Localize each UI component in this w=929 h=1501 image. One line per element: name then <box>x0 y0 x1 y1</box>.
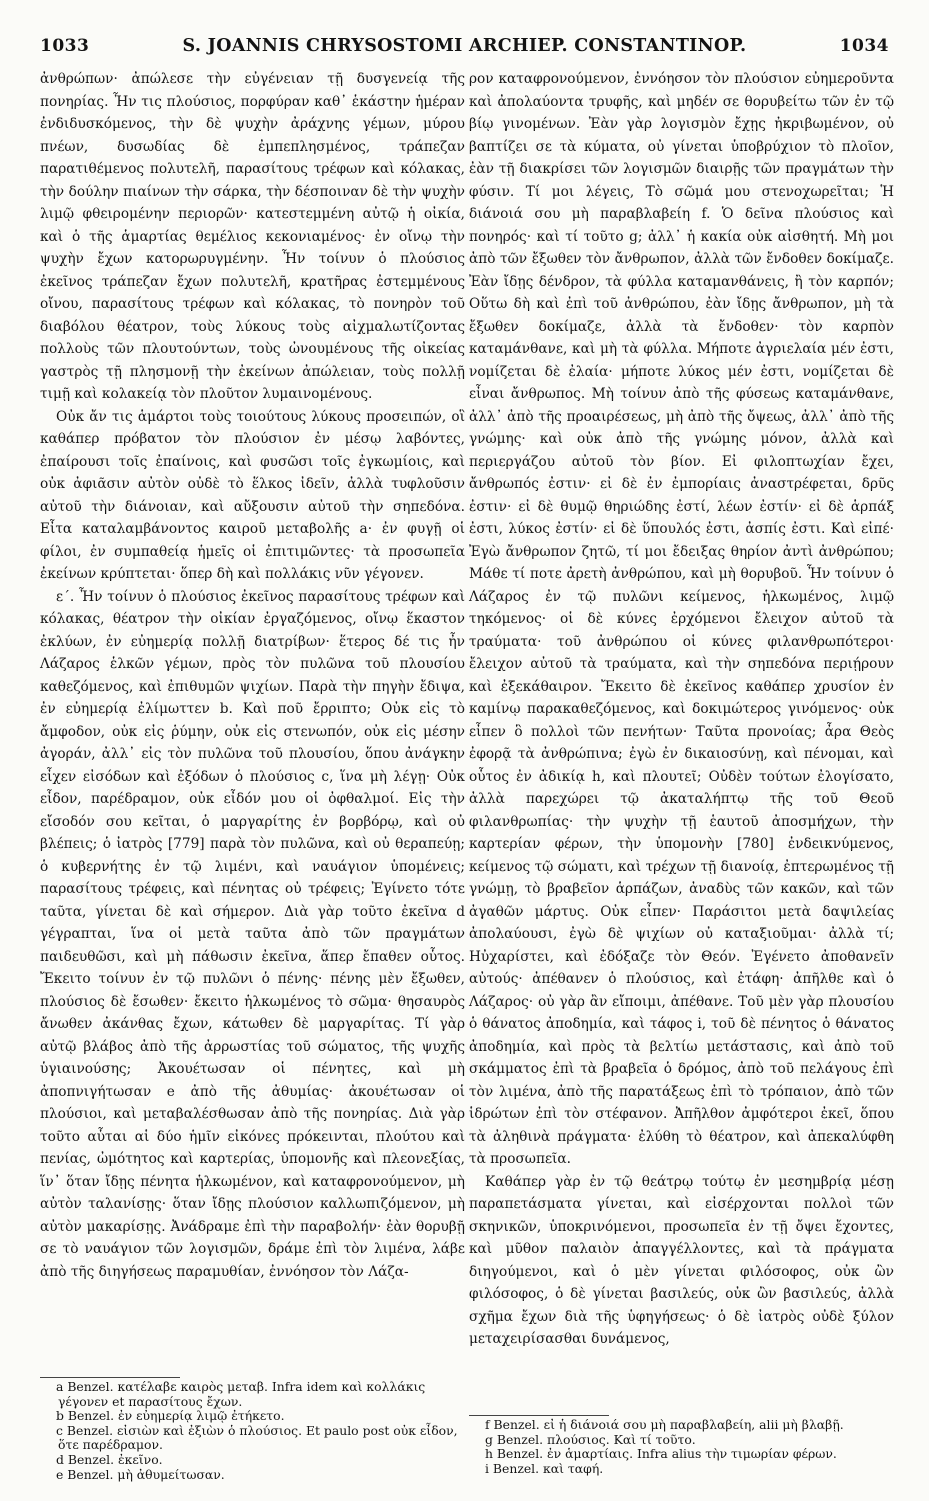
footnotes-right <box>469 1418 894 1476</box>
page-number-left: 1033 <box>40 36 90 56</box>
paragraph: ἀνθρώπων· ἀπώλεσε τὴν εὐγένειαν τῇ δυσγενείᾳ τῆς πονηρίας. Ἦν τις πλούσιος, πορφύραν καθ᾽ ἑκάστην ἡμέραν ἐνδιδυσκόμενος, τὴν δὲ ψυχὴν ἀράχνης γέμων, μύρου πνέων, δυσωδίας δὲ ἐμπεπλησμένος, τράπεζαν παρατιθέμενος πολυτελῆ, παρασίτους τρέφων καὶ κόλακας, τὴν δούλην πιαίνων τὴν σάρκα, τὴν δέσποιναν δὲ τὴν ψυχὴν λιμῷ φθειρομένην περιορῶν· κατεστεμμένη αὐτῷ ἡ οἰκία, καὶ ὁ τῆς ἁμαρτίας θεμέλιος κεκονιαμένος· ἐν οἴνῳ τὴν ψυχὴν ἔχων κατορωρυγμένην. Ἦν τοίνυν ὁ πλούσιος ἐκεῖνος τράπεζαν ἔχων πολυτελῆ, κρατῆρας ἐστεμμένους οἴνου, παρασίτους τρέφων καὶ κόλακας, τὸ πονηρὸν τοῦ διαβόλου θέατρον, τοὺς λύκους τοὺς αἰχμαλωτίζοντας πολλοὺς τῶν πλουτούντων, τοὺς ὠνουμένους τῆς οἰκείας γαστρὸς τῇ πλησμονῇ τὴν ἐκείνων ἀπώλειαν, τοὺς πολλῇ τιμῇ καὶ κολακείᾳ τὸν πλοῦτον λυμαινομένους. <box>40 71 465 402</box>
left-column <box>40 68 465 1373</box>
right-column <box>469 68 894 1347</box>
footnote-divider <box>469 1415 609 1416</box>
footnote: h Benzel. ἐν ἁμαρτίαις. Infra alius τὴν τιμωρίαν φέρων. <box>485 1446 837 1462</box>
footnote: b Benzel. ἐν εὐημερίᾳ λιμῷ ἐτήκετο. <box>56 1408 285 1424</box>
footnotes-left <box>40 1380 465 1482</box>
footnote: e Benzel. μὴ ἀθυμείτωσαν. <box>56 1466 225 1482</box>
footnote: f Benzel. εἰ ἡ διάνοιά σου μὴ παραβλαβείη, alii μὴ βλαβῇ. <box>485 1417 844 1432</box>
footnote-divider <box>40 1377 180 1378</box>
footnote: g Benzel. πλούσιος. Καὶ τί τοῦτο. <box>485 1431 696 1447</box>
paragraph: ρον καταφρονούμενον, ἐννόησον τὸν πλούσιον εὐημεροῦντα καὶ ἀπολαύοντα τρυφῆς, καὶ μηδέν σε θορυβείτω τῶν ἐν τῷ βίῳ γινομένων. Ἐὰν γὰρ λογισμὸν ἔχῃς ἠκριβωμένον, οὐ βαπτίζει σε τὰ κύματα, οὐ γίνεται ὑποβρύχιον τὸ πλοῖον, ἐὰν τῇ διακρίσει τῶν λογισμῶν διαιρῇς τῶν πραγμάτων τὴν φύσιν. Τί μοι λέγεις, Τὸ σῶμά μου στενοχωρεῖται; Ἡ διάνοιά σου μὴ παραβλαβείη f. Ὁ δεῖνα πλούσιος καὶ πονηρός· καὶ τί τοῦτο g; ἀλλ᾽ ἡ κακία οὐκ αἰσθητή. Μὴ μοι ἀπὸ τῶν ἔξωθεν τὸν ἄνθρωπον, ἀλλὰ τῶν ἔνδοθεν δοκίμαζε. Ἐὰν ἴδῃς δένδρον, τὰ φύλλα καταμανθάνεις, ἢ τὸν καρπόν; Οὕτω δὴ καὶ ἐπὶ τοῦ ἀνθρώπου, ἐὰν ἴδῃς ἄνθρωπον, μὴ τὰ ἔξωθεν δοκίμαζε, ἀλλὰ τὰ ἔνδοθεν· τὸν καρπὸν καταμάνθανε, καὶ μὴ τὰ φύλλα. Μήποτε ἀγριελαία μέν ἐστι, νομίζεται δὲ ἐλαία· μήποτε λύκος μέν ἐστι, νομίζεται δὲ εἶναι ἄνθρωπος. Μὴ τοίνυν ἀπὸ τῆς φύσεως καταμάνθανε, ἀλλ᾽ ἀπὸ τῆς προαιρέσεως, μὴ ἀπὸ τῆς ὄψεως, ἀλλ᾽ ἀπὸ τῆς γνώμης· καὶ οὐκ ἀπὸ τῆς γνώμης μόνον, ἀλλὰ καὶ περιεργάζου αὐτοῦ τὸν βίον. Εἰ φιλοπτωχίαν ἔχει, ἄνθρωπός ἐστιν· εἰ δὲ ἐν ἐμπορίαις ἀναστρέφεται, δρῦς ἐστιν· εἰ δὲ θυμῷ θηριώδης ἐστί, λέων ἐστίν· εἰ δὲ ἁρπάξ ἐστι, λύκος ἐστίν· εἰ δὲ ὕπουλός ἐστι, ἀσπίς ἐστι. Καὶ εἰπέ· Ἐγὼ ἄνθρωπον ζητῶ, τί μοι ἔδειξας θηρίον ἀντὶ ἀνθρώπου; Μάθε τί ποτε ἀρετὴ ἀνθρώπου, καὶ μὴ θορυβοῦ. Ἦν τοίνυν ὁ Λάζαρος ἐν τῷ πυλῶνι κείμενος, ἡλκωμένος, λιμῷ τηκόμενος· οἱ δὲ κύνες ἐρχόμενοι ἔλειχον αὐτοῦ τὰ τραύματα· τοῦ ἀνθρώπου οἱ κύνες φιλανθρωπότεροι· ἔλειχον αὐτοῦ τὰ τραύματα, καὶ τὴν σηπεδόνα περιῄρουν καὶ ἐξεκάθαιρον. Ἔκειτο δὲ ἐκεῖνος καθάπερ χρυσίον ἐν καμίνῳ παρακαθεζόμενος, καὶ δοκιμώτερος γινόμενος· οὐκ εἶπεν ὃ πολλοὶ τῶν πενήτων· Ταῦτα προνοίας; ἆρα Θεὸς ἐφορᾷ τὰ ἀνθρώπινα; ἐγὼ ἐν δικαιοσύνῃ, καὶ πένομαι, καὶ οὗτος ἐν ἀδικίᾳ h, καὶ πλουτεῖ; Οὐδὲν τούτων ἐλογίσατο, ἀλλὰ παρεχώρει τῷ ἀκαταλήπτῳ τῆς τοῦ Θεοῦ φιλανθρωπίας· τὴν ψυχὴν τῇ ἑαυτοῦ ἀποσμήχων, τὴν καρτερίαν φέρων, τὴν ὑπομονὴν [780] ἐνδεικνύμενος, κείμενος τῷ σώματι, καὶ τρέχων τῇ διανοίᾳ, ἐπτερωμένος τῇ γνώμῃ, τὸ βραβεῖον ἁρπάζων, ἀναδὺς τῶν κακῶν, καὶ τῶν ἀγαθῶν μάρτυς. Οὐκ εἶπεν· Παράσιτοι μετὰ δαψιλείας ἀπολαύουσι, ἐγὼ δὲ ψιχίων οὐ καταξιοῦμαι· ἀλλὰ τί; Ηὐχαρίστει, καὶ ἐδόξαζε τὸν Θεόν. Ἐγένετο ἀποθανεῖν αὐτούς· ἀπέθανεν ὁ πλούσιος, καὶ ἐτάφη· ἀπῆλθε καὶ ὁ Λάζαρος· οὐ γὰρ ἂν εἴποιμι, ἀπέθανε. Τοῦ μὲν γὰρ πλουσίου ὁ θάνατος ἀποδημία, καὶ τάφος i, τοῦ δὲ πένητος ὁ θάνατος ἀποδημία, καὶ πρὸς τὰ βελτίω μετάστασις, καὶ ἀπὸ τοῦ σκάμματος ἐπὶ τὰ βραβεῖα ὁ δρόμος, ἀπὸ τοῦ πελάγους ἐπὶ τὸν λιμένα, ἀπὸ τῆς παρατάξεως ἐπὶ τὸ τρόπαιον, ἀπὸ τῶν ἱδρώτων ἐπὶ τὸν στέφανον. Ἀπῆλθον ἀμφότεροι ἐκεῖ, ὅπου τὰ ἀληθινὰ πράγματα· ἐλύθη τὸ θέατρον, καὶ ἀπεκαλύφθη τὰ προσωπεῖα. <box>469 71 894 1167</box>
paragraph: Οὐκ ἄν τις ἁμάρτοι τοὺς τοιούτους λύκους προσειπών, οἳ καθάπερ πρόβατον τὸν πλούσιον ἐν μέσῳ λαβόντες, ἐπαίρουσι τοῖς ἐπαίνοις, καὶ φυσῶσι τοῖς ἐγκωμίοις, καὶ οὐκ ἀφιᾶσιν αὐτὸν οὐδὲ τὸ ἕλκος ἰδεῖν, ἀλλὰ τυφλοῦσιν αὐτοῦ τὴν διάνοιαν, καὶ αὔξουσιν αὐτοῦ τὴν σηπεδόνα. Εἶτα καταλαμβάνοντος καιροῦ μεταβολῆς a· ἐν φυγῇ οἱ φίλοι, ἐν συμπαθείᾳ ἡμεῖς οἱ ἐπιτιμῶντες· τὰ προσωπεῖα ἐκείνων κρύπτεται· ὅπερ δὴ καὶ πολλάκις νῦν γέγονεν. <box>40 408 465 582</box>
running-head <box>40 36 889 60</box>
running-title: S. JOANNIS CHRYSOSTOMI ARCHIEP. CONSTANTINOP. <box>182 36 747 56</box>
footnote: d Benzel. ἐκεῖνο. <box>56 1451 163 1467</box>
page-number-right: 1034 <box>839 36 889 56</box>
paragraph: Καθάπερ γὰρ ἐν τῷ θεάτρῳ τούτῳ ἐν μεσημβρίᾳ μέσῃ παραπετάσματα γίνεται, καὶ εἰσέρχονται πολλοὶ τῶν σκηνικῶν, ὑποκρινόμενοι, προσωπεῖα ἐν τῇ ὄψει ἔχοντες, καὶ μῦθον παλαιὸν ἀπαγγέλλοντες, καὶ τὰ πράγματα διηγούμενοι, καὶ ὁ μὲν γίνεται φιλόσοφος, οὐκ ὢν φιλόσοφος, ὁ δὲ γίνεται βασιλεύς, οὐκ ὢν βασιλεύς, ἀλλὰ σχῆμα ἔχων διὰ τῆς ὑφηγήσεως· ὁ δὲ ἰατρὸς οὐδὲ ξύλον μεταχειρίσασθαι δυνάμενος, <box>469 1173 894 1347</box>
footnote: i Benzel. καὶ ταφή. <box>485 1460 604 1476</box>
paragraph: ε΄. Ἦν τοίνυν ὁ πλούσιος ἐκεῖνος παρασίτους τρέφων καὶ κόλακας, θέατρον τὴν οἰκίαν ἐργαζόμενος, οἴνῳ ἕκαστον ἐκλύων, ἐν εὐημερίᾳ πολλῇ διατρίβων· ἕτερος δέ τις ἦν Λάζαρος ἑλκῶν γέμων, πρὸς τὸν πυλῶνα τοῦ πλουσίου καθεζόμενος, καὶ ἐπιθυμῶν ψιχίων. Παρὰ τὴν πηγὴν ἔδιψα, ἐν εὐημερίᾳ ἐλίμωττεν b. Καὶ ποῦ ἔρριπτο; Οὐκ εἰς τὸ ἄμφοδον, οὐκ εἰς ῥύμην, οὐκ εἰς στενωπόν, οὐκ εἰς μέσην ἀγοράν, ἀλλ᾽ εἰς τὸν πυλῶνα τοῦ πλουσίου, ὅπου ἀνάγκην εἶχεν εἰσόδων καὶ ἐξόδων ὁ πλούσιος c, ἵνα μὴ λέγῃ· Οὐκ εἶδον, παρέδραμον, οὐκ εἶδόν μου οἱ ὀφθαλμοί. Εἰς τὴν εἴσοδόν σου κεῖται, ὁ μαργαρίτης ἐν βορβόρῳ, καὶ οὐ βλέπεις; ὁ ἰατρὸς [779] παρὰ τὸν πυλῶνα, καὶ οὐ θεραπεύῃ; ὁ κυβερνήτης ἐν τῷ λιμένι, καὶ ναυάγιον ὑπομένεις; παρασίτους τρέφεις, καὶ πένητας οὐ τρέφεις; Ἐγίνετο τότε ταῦτα, γίνεται δὲ καὶ σήμερον. Διὰ γὰρ τοῦτο ἐκεῖνα d γέγραπται, ἵνα οἱ μετὰ ταῦτα ἀπὸ τῶν πραγμάτων παιδευθῶσι, καὶ μὴ πάθωσιν ἐκεῖνα, ἅπερ ἔπαθεν οὗτος. Ἔκειτο τοίνυν ἐν τῷ πυλῶνι ὁ πένης· πένης μὲν ἔξωθεν, πλούσιος δὲ ἔσωθεν· ἔκειτο ἡλκωμένος τὸ σῶμα· θησαυρὸς ἄνωθεν ἀκάνθας ἔχων, κάτωθεν δὲ μαργαρίτας. Τί γὰρ αὐτῷ βλάβος ἀπὸ τῆς ἀρρωστίας τοῦ σώματος, τῆς ψυχῆς ὑγιαινούσης; Ἀκουέτωσαν οἱ πένητες, καὶ μὴ ἀποπνιγήτωσαν e ἀπὸ τῆς ἀθυμίας· ἀκουέτωσαν οἱ πλούσιοι, καὶ μεταβαλέσθωσαν ἀπὸ τῆς πονηρίας. Διὰ γὰρ τοῦτο αὗται αἱ δύο ἡμῖν εἰκόνες πρόκεινται, πλούτου καὶ πενίας, ὠμότητος καὶ καρτερίας, ὑπομονῆς καὶ πλεονεξίας, ἵν᾽ ὅταν ἴδῃς πένητα ἡλκωμένον, καὶ καταφρονούμενον, μὴ αὐτὸν ταλανίσῃς· ὅταν ἴδῃς πλούσιον καλλωπιζόμενον, μὴ αὐτὸν μακαρίσῃς. Ἀνάδραμε ἐπὶ τὴν παραβολήν· ἐὰν θορυβῇ σε τὸ ναυάγιον τῶν λογισμῶν, δράμε ἐπὶ τὸν λιμένα, λάβε ἀπὸ τῆς διηγήσεως παραμυθίαν, ἐννόησον τὸν Λάζα- <box>40 588 465 1280</box>
footnote: c Benzel. εἰσιὼν καὶ ἐξιὼν ὁ πλούσιος. Et paulo post οὐκ εἶδον, ὅτε παρέδραμον. <box>56 1422 458 1453</box>
footnote: a Benzel. κατέλαβε καιρὸς μεταβ. Infra idem καὶ κολλάκις γέγονεν et παρασίτους ἔχων. <box>56 1379 426 1409</box>
